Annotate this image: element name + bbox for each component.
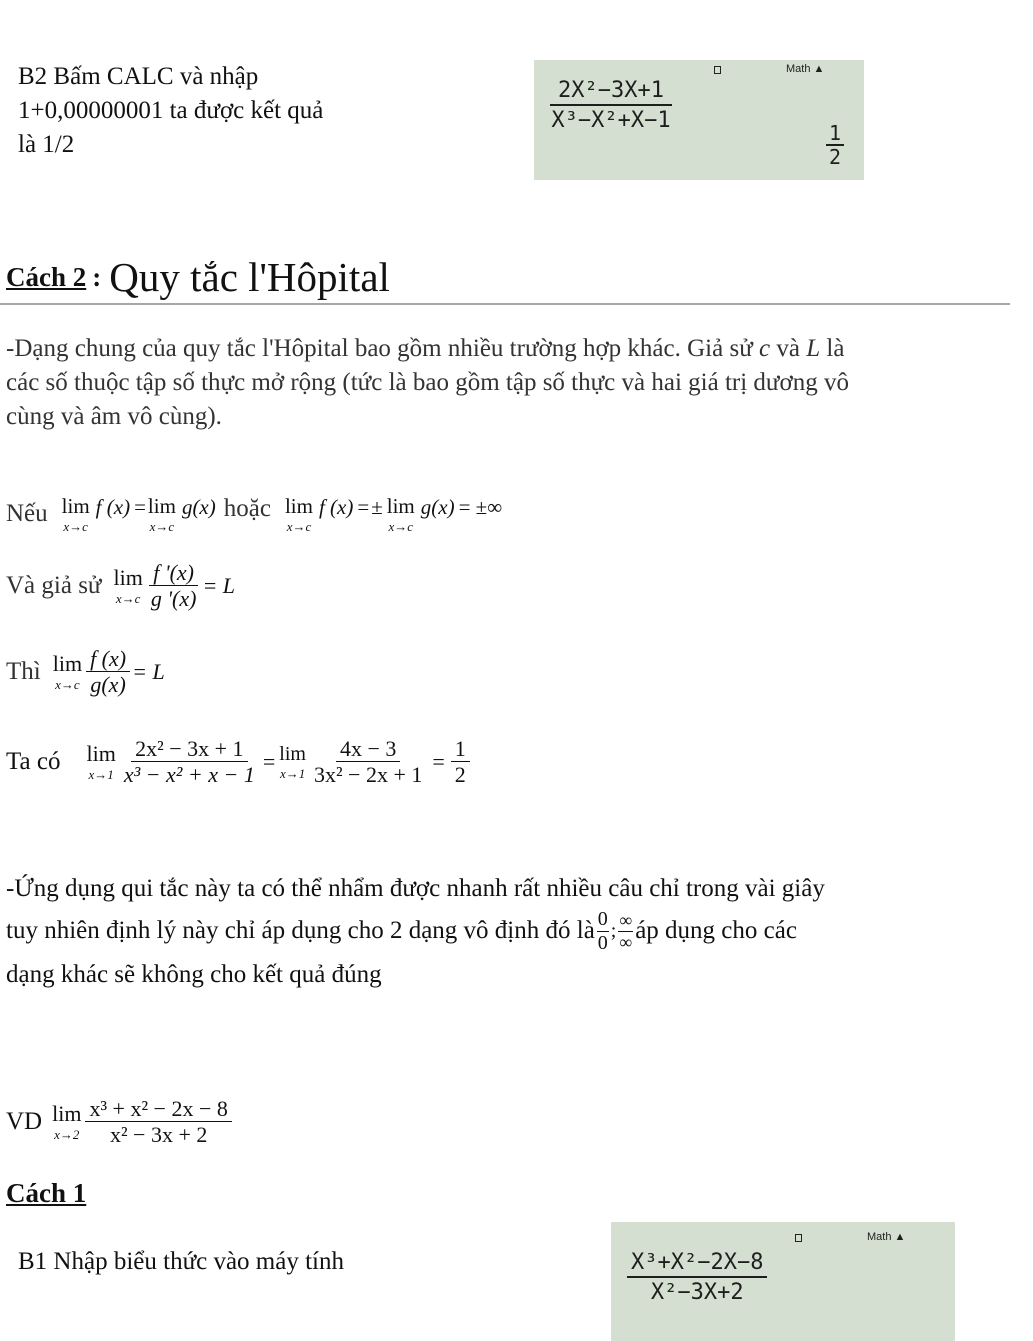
application-line-1: -Ứng dụng qui tắc này ta có thể nhẩm được nhanh rất nhiều câu chỉ trong vài giây: [6, 875, 825, 902]
step-b2-line-2: 1+0,00000001 ta được kết quả: [18, 97, 324, 124]
lim-word: lim: [147, 493, 176, 518]
fraction-zero-zero: [597, 908, 609, 955]
intro-line-3: cùng và âm vô cùng).: [6, 403, 222, 430]
intro-line-1: [6, 332, 1026, 366]
result-den: 2: [454, 762, 466, 788]
calc-result-num: 1: [826, 122, 844, 146]
intro-line-1-text: -Dạng chung của quy tắc l'Hôpital bao gồm nhiều trường hợp khác. Giả sử: [6, 335, 760, 362]
lim-sub: x→c: [115, 591, 141, 607]
f-of-x-2: f (x): [318, 494, 354, 519]
step-b1: B1 Nhập biểu thức vào máy tính: [18, 1248, 344, 1275]
rule-if-line: [6, 492, 502, 536]
zero-num: 0: [597, 907, 608, 930]
calc-numerator: X³+X²−2X−8: [627, 1250, 767, 1278]
lim-word: lim: [61, 493, 90, 518]
pm-sign: ±: [371, 494, 383, 519]
section-heading-cach-1: Cách 1: [6, 1178, 87, 1208]
lim-word: lim: [279, 743, 306, 766]
lim-f-2: [285, 495, 313, 533]
zero-den: 0: [597, 931, 608, 954]
shift-indicator-icon: [714, 66, 721, 74]
lim-ratio: [53, 652, 82, 691]
fraction-inf-inf: [618, 910, 633, 952]
lim-ex1: [86, 742, 115, 781]
lim-sub: x→c: [286, 519, 312, 535]
fraction-derivatives: [147, 560, 201, 612]
lim-word: lim: [52, 1101, 82, 1127]
intro-paragraph: [6, 332, 1026, 434]
lim-word: lim: [284, 493, 313, 518]
eq-L: = L: [202, 572, 236, 598]
lim-sub: x→c: [63, 519, 88, 535]
step-b2: [18, 60, 418, 162]
vd-label: VD: [6, 1107, 43, 1135]
calc-mode-indicator: Math ▲: [867, 1231, 906, 1243]
shift-indicator-icon: [795, 1234, 802, 1242]
lim-sub: x→c: [388, 519, 414, 535]
application-line-2: [6, 908, 1026, 954]
calculator-screen-1: [534, 60, 864, 180]
lim-f: [62, 495, 90, 533]
lim-g-2: [387, 495, 415, 533]
eq-sign: =: [262, 748, 276, 774]
then-label: Thì: [6, 657, 41, 685]
fraction-vd: [85, 1096, 231, 1148]
var-L: L: [806, 335, 821, 362]
fraction-separator: ;: [610, 919, 617, 942]
fraction-result: [451, 736, 470, 788]
application-line-2b: áp dụng cho các: [635, 917, 797, 944]
lim-sub: x→c: [149, 519, 175, 535]
calc-denominator: X³−X²+X−1: [551, 108, 671, 133]
lim-ex1-b: [279, 743, 306, 780]
g-of-x: g(x): [181, 494, 216, 519]
calc-numerator: 2X²−3X+1: [550, 78, 672, 106]
lim-word: lim: [386, 493, 415, 518]
lim-sub: x→1: [88, 767, 114, 783]
fraction-functions: [86, 646, 130, 698]
section-label: Cách 2: [6, 261, 87, 292]
f-of-x: f (x): [95, 494, 131, 519]
calc-result: [826, 122, 844, 168]
g-prime: g '(x): [150, 586, 197, 612]
rule-then-line: [6, 646, 165, 698]
section-title: Quy tắc l'Hôpital: [109, 254, 390, 300]
step-b2-line-3: là 1/2: [18, 131, 75, 158]
g-of-x-2: g(x): [420, 494, 455, 519]
lim-sub: x→2: [54, 1127, 80, 1143]
intro-tail: là: [820, 335, 845, 362]
var-c: c: [759, 335, 771, 362]
result-num: 1: [451, 736, 470, 762]
calc-denominator: X²−3X+2: [650, 1280, 744, 1305]
if-label: Nếu: [6, 500, 48, 527]
lim-sub: x→c: [55, 677, 80, 693]
eq-L: = L: [132, 658, 165, 684]
f-prime: f '(x): [149, 560, 198, 586]
g-of-x: g(x): [90, 672, 126, 698]
application-line-2a: tuy nhiên định lý này chỉ áp dụng cho 2 dạng vô định đó là: [6, 917, 595, 944]
lim-prime: [113, 566, 142, 605]
intro-line-2: các số thuộc tập số thực mở rộng (tức là bao gồm tập số thực và hai giá trị dương vô: [6, 369, 849, 396]
assume-label: Và giả sử: [6, 571, 102, 599]
example-2: [6, 1096, 234, 1148]
denominator-original: x³ − x² + x − 1: [123, 762, 255, 788]
heading-divider: [0, 303, 1010, 305]
inf-den: ∞: [619, 931, 633, 952]
section-colon: :: [92, 261, 102, 292]
example-1: [6, 736, 472, 788]
eq-sign-2: =: [357, 494, 370, 519]
calc-result-den: 2: [829, 145, 842, 169]
step-b2-line-1: B2 Bấm CALC và nhập: [18, 63, 259, 90]
lim-sub: x→1: [279, 766, 306, 782]
calc-expression: [550, 78, 672, 133]
lim-ex2: [52, 1102, 81, 1141]
calc-mode-indicator: Math ▲: [786, 63, 825, 75]
calc-expression: [627, 1250, 767, 1305]
lim-word: lim: [86, 741, 116, 767]
section-heading-cach-2: [6, 252, 390, 302]
intro-and: và: [770, 335, 807, 362]
f-of-x: f (x): [86, 646, 130, 672]
example-label: Ta có: [6, 747, 61, 775]
eq-sign: =: [134, 494, 146, 519]
application-paragraph: [6, 872, 1026, 992]
lim-g: [148, 495, 176, 533]
inf-num: ∞: [619, 909, 633, 930]
eq-sign-2: =: [432, 748, 445, 774]
lim-word: lim: [113, 565, 143, 591]
numerator-original: 2x² − 3x + 1: [131, 736, 247, 762]
lim-word: lim: [52, 651, 83, 677]
vd-numerator: x³ + x² − 2x − 8: [85, 1096, 231, 1122]
calculator-screen-2: [611, 1222, 955, 1341]
fraction-derivative: [310, 736, 426, 788]
pm-infinity: = ±∞: [458, 494, 503, 519]
numerator-derivative: 4x − 3: [336, 736, 400, 762]
fraction-original: [120, 736, 259, 788]
or-label: hoặc: [223, 495, 271, 522]
rule-assume-line: [6, 560, 235, 612]
denominator-derivative: 3x² − 2x + 1: [313, 762, 423, 788]
application-line-3: dạng khác sẽ không cho kết quả đúng: [6, 961, 382, 988]
vd-denominator: x² − 3x + 2: [109, 1122, 208, 1148]
